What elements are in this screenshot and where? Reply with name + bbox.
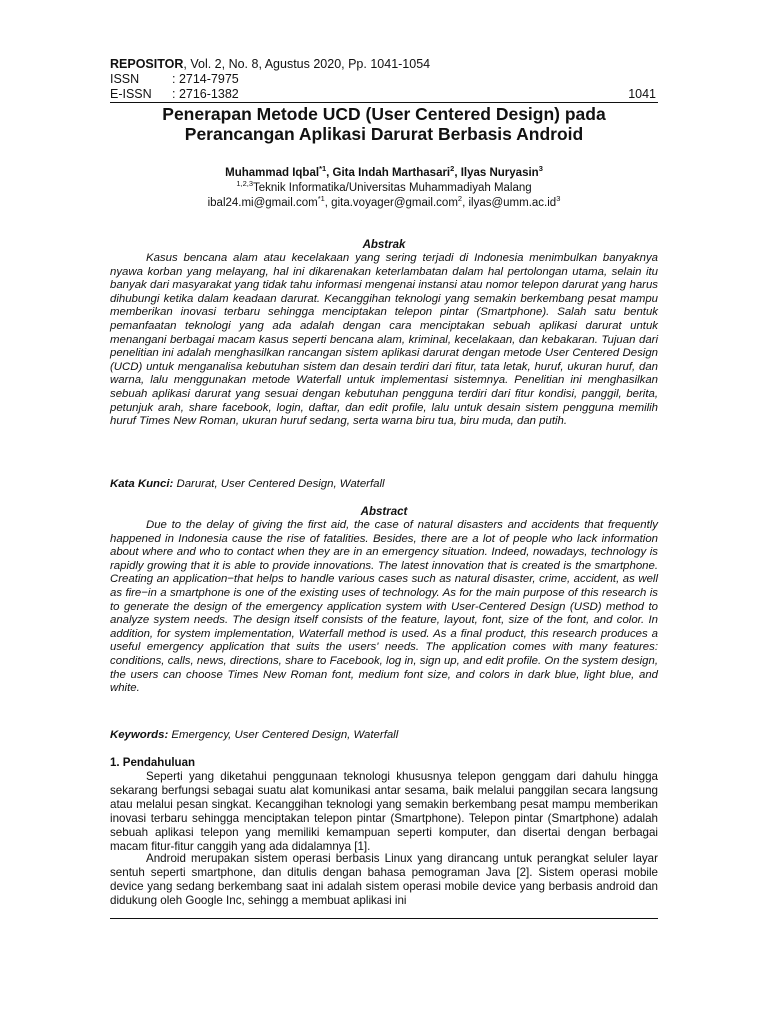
affiliation-sup: 1,2,3	[236, 179, 253, 189]
author-sep-2: ,	[454, 167, 461, 179]
author-3-sup: 3	[538, 164, 543, 174]
author-1: Muhammad Iqbal	[225, 167, 320, 179]
eissn-value: : 2716-1382	[172, 87, 239, 101]
kata-kunci-text: Darurat, User Centered Design, Waterfall	[173, 478, 385, 490]
author-1-sup: *1	[319, 164, 327, 174]
body-paragraph-1: Seperti yang diketahui penggunaan teknologi khususnya telepon genggam dari dahulu hingga sekarang berfungsi sebagai suatu alat komunikasi antar sesama, baik melalui panggilan secara langsung atau melalui pesan singkat. Kecanggihan teknologi yang semakin berkembang pesat mampu memberikan inovasi terbaru sehingga menciptakan telepon pintar (Smartphone). Telepon pintar (Smartphone) adalah sebuah aplikasi telepon yang memiliki kemampuan seperti komputer, dan disertai dengan berbagai macam fitur-fitur canggih yang ada didalamnya [1].	[110, 770, 658, 853]
affiliation-text: Teknik Informatika/Universitas Muhammadiyah Malang	[253, 182, 532, 194]
keywords	[110, 728, 658, 742]
kata-kunci	[110, 477, 658, 491]
paper-title: Penerapan Metode UCD (User Centered Design) pada Perancangan Aplikasi Darurat Berbasis Android	[162, 104, 606, 144]
author-2: Gita Indah Marthasari	[332, 167, 451, 179]
eissn-label: E-ISSN	[110, 87, 152, 101]
email-2-sup: 2	[457, 194, 463, 204]
abstrak-heading: Abstrak	[362, 239, 406, 251]
email-2: , gita.voyager@gmail.com	[324, 197, 458, 209]
email-1: ibal24.mi@gmail.com	[207, 197, 318, 209]
issn-label: ISSN	[110, 72, 140, 86]
issn-line	[110, 72, 239, 87]
page-number: 1041	[628, 87, 656, 101]
kata-kunci-label: Kata Kunci:	[110, 478, 174, 490]
citation-details: , Vol. 2, No. 8, Agustus 2020, Pp. 1041-1054	[183, 57, 431, 71]
section-heading-pendahuluan: 1. Pendahuluan	[110, 757, 195, 769]
affiliation	[110, 181, 658, 196]
journal-name: REPOSITOR	[110, 57, 184, 71]
email-1-sup: *1	[317, 194, 325, 204]
author-names	[110, 166, 658, 181]
eissn-line	[110, 87, 239, 102]
keywords-text: Emergency, User Centered Design, Waterfall	[168, 729, 399, 741]
email-3: , ilyas@umm.ac.id	[462, 197, 557, 209]
abstract-heading: Abstract	[360, 506, 408, 518]
author-2-sup: 2	[450, 164, 455, 174]
abstrak-text: Kasus bencana alam atau kecelakaan yang sering terjadi di Indonesia menimbulkan banyaknya nyawa korban yang melayang, hal ini dikarenakan keterlambatan dalam hal pertolongan utama, selain itu banyak dari masyarakat yang tidak tahu informasi mengenai instansi atau nomor telepon darurat yang harus dihubungi ketika dalam keadaan darurat. Kecanggihan teknologi yang semakin berkembang pesat mampu memberikan inovasi terbaru sehingga menciptakan telepon pintar (Smartphone). Salah satu bentuk pemanfaatan teknologi yang ada adalah dengan cara menciptakan sebuah aplikasi darurat untuk menangani berbagai macam kasus seperti bencana alam, kriminal, kecelakaan, dan kebakaran. Tujuan dari penelitian ini adalah menghasilkan rancangan sistem aplikasi darurat dengan metode User Centered Design (UCD) untuk menganalisa kebutuhan sistem dan desain terdiri dari fitur, tata letak, huruf, ukuran huruf, dan warna, lalu menggunakan metode Waterfall untuk implementasi sistemnya. Penelitian ini menghasilkan sebuah aplikasi darurat yang sesuai dengan kebutuhan pengguna terdiri dari fitur kondisi, panggil, berita, petunjuk arah, share facebook, login, daftar, dan edit profile, lalu untuk desain sistem pengguna memilih huruf Times New Roman, ukuran huruf sedang, serta warna biru tua, biru muda, dan putih.	[110, 252, 658, 428]
header-rule	[110, 102, 658, 103]
author-sep-1: ,	[326, 167, 333, 179]
issn-value: : 2714-7975	[172, 72, 239, 86]
author-3: Ilyas Nuryasin	[460, 167, 539, 179]
author-block	[110, 166, 658, 211]
body-paragraph-2: Android merupakan sistem operasi berbasis Linux yang dirancang untuk perangkat seluler layar sentuh seperti smartphone, dan ditulis dengan bahasa pemograman Java [2]. Sistem operasi mobile device yang sedang berkembang saat ini adalah sistem operasi mobile device yang berbasis android dan didukung oleh Google Inc, sehingg a membuat aplikasi ini	[110, 852, 658, 907]
email-3-sup: 3	[556, 194, 561, 204]
abstract-text: Due to the delay of giving the first aid, the case of natural disasters and accidents that frequently happened in Indonesia cause the rise of fatalities. Besides, there are a lot of people who lack information about where and who to contact when they are in an emergency situation. Indeed, nowadays, technology is rapidly growing that it is able to provide innovations. The latest innovation that is created is the smartphone. Creating an application−that helps to handle various cases such as natural disaster, crime, accident, as well as fire−in a smartphone is one of the existing uses of technology. As for the main purpose of this research is to generate the design of the emergency application system with User-Centered Design (USD) method to analyze system needs. The design itself consists of the feature, layout, font, size of the font, and color. In addition, for system implementation, Waterfall method is used. As a final product, this research produces a useful emergency application that suits the users' needs. The application comes with many features: conditions, calls, news, directions, share to Facebook, log in, sign up, and edit profile. On the system design, the users can choose Times New Roman font, medium font size, and colors in dark blue, light blue, and white.	[110, 519, 658, 695]
author-emails	[110, 196, 658, 211]
journal-citation	[110, 57, 430, 72]
keywords-label: Keywords:	[110, 729, 169, 741]
footer-rule	[110, 918, 658, 919]
